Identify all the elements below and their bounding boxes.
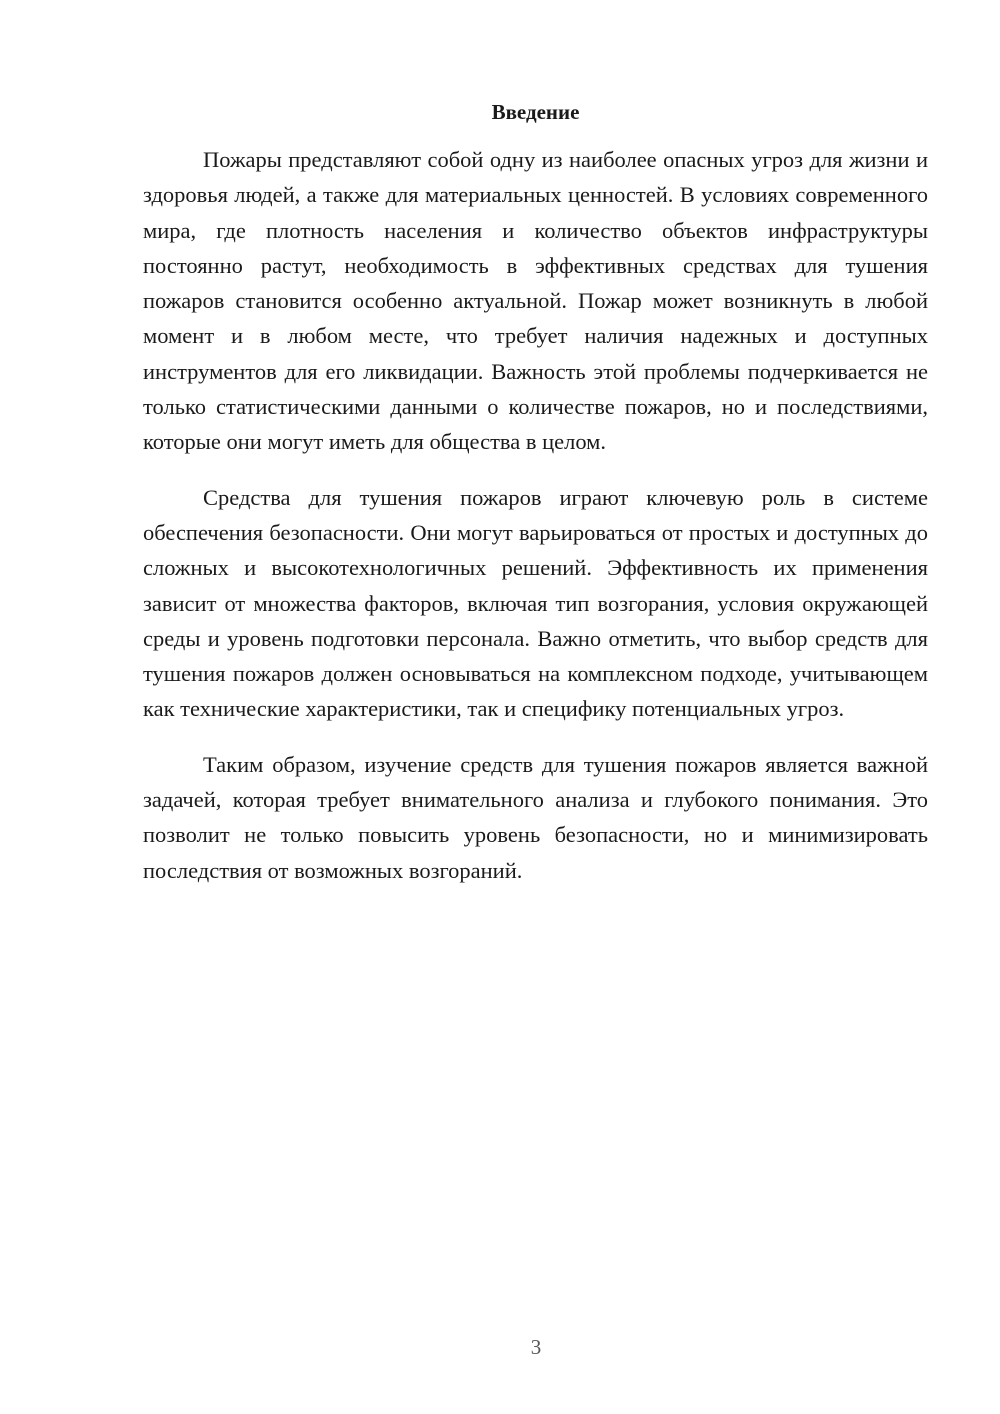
- paragraph-3: Таким образом, изучение средств для тушения пожаров является важной задачей, которая требует внимательного анализа и глубокого понимания. Это позволит не только повысить уровень безопасности, но и минимизировать последствия от возможных возгораний.: [143, 751, 928, 883]
- page-number: 3: [530, 1335, 542, 1359]
- section-heading: Введение: [491, 100, 580, 124]
- body-text: [143, 142, 928, 908]
- paragraph-1: Пожары представляют собой одну из наиболее опасных угроз для жизни и здоровья людей, а также для материальных ценностей. В условиях современного мира, где плотность населения и количество объектов инфраструктуры постоянно растут, необходимость в эффективных средствах для тушения пожаров становится особенно актуальной. Пожар может возникнуть в любой момент и в любом месте, что требует наличия надежных и доступных инструментов для его ликвидации. Важность этой проблемы подчеркивается не только статистическими данными о количестве пожаров, но и последствиями, которые они могут иметь для общества в целом.: [143, 147, 928, 455]
- paragraph-2: Средства для тушения пожаров играют ключевую роль в системе обеспечения безопасности. Они могут варьироваться от простых и доступных до сложных и высокотехнологичных решений. Эффективность их применения зависит от множества факторов, включая тип возгорания, условия окружающей среды и уровень подготовки персонала. Важно отметить, что выбор средств для тушения пожаров должен основываться на комплексном подходе, учитывающем как технические характеристики, так и специфику потенциальных угроз.: [143, 484, 928, 722]
